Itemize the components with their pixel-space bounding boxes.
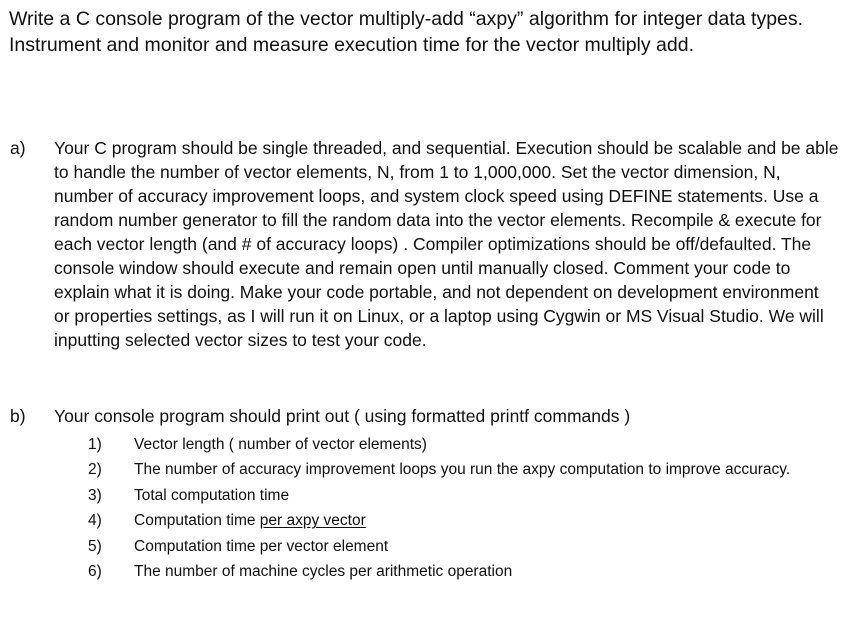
section-a-marker: a)	[10, 138, 26, 158]
list-item-number: 1)	[88, 436, 102, 453]
list-item	[0, 561, 851, 586]
list-item-text: Total computation time	[134, 486, 290, 504]
list-item	[0, 459, 851, 484]
list-item-text: The number of accuracy improvement loops you run the axpy computation to improve accuracy.	[134, 461, 791, 479]
list-item-number: 4)	[88, 512, 102, 530]
print-requirements-list	[0, 434, 851, 586]
list-item-number: 3)	[88, 486, 102, 504]
list-item-text: Computation time per vector element	[134, 537, 389, 555]
list-item-text: Vector length ( number of vector elements)	[134, 436, 427, 453]
list-item-number: 5)	[88, 537, 102, 555]
list-item-text-underlined: per axpy vector	[259, 512, 366, 530]
list-item	[0, 536, 851, 561]
list-item	[0, 485, 851, 510]
list-item-number: 6)	[88, 562, 102, 580]
section-b-marker: b)	[10, 406, 26, 426]
list-item-text	[134, 510, 366, 532]
section-a-paragraph: Your C program should be single threaded, and sequential. Execution should be scalable and be able to handle the number of vector elements, N, from 1 to 1,000,000. Set the vector dimension, N, number of accuracy improvement loops, and system clock speed using DEFINE statements. Use a random number generator to fill the random data into the vector elements. Recompile & execute for each vector length (and # of accuracy loops) . Compiler optimizations should be off/defaulted. The console window should execute and remain open until manually closed. Comment your code to explain what it is doing. Make your code portable, and not dependent on development environment or properties settings, as I will run it on Linux, or a laptop using Cygwin or MS Visual Studio. We will inputting selected vector sizes to test your code.	[54, 138, 839, 350]
list-item-text: The number of machine cycles per arithmetic operation	[134, 562, 513, 580]
intro-paragraph: Write a C console program of the vector multiply-add “axpy” algorithm for integer data types. Instrument and monitor and measure execution time for the vector multiply add.	[9, 8, 804, 56]
list-item	[0, 510, 851, 535]
list-item-number: 2)	[88, 461, 102, 479]
section-b-paragraph: Your console program should print out ( using formatted printf commands )	[54, 406, 631, 426]
list-item-text-plain: Computation time	[134, 512, 260, 530]
list-item	[0, 434, 851, 459]
